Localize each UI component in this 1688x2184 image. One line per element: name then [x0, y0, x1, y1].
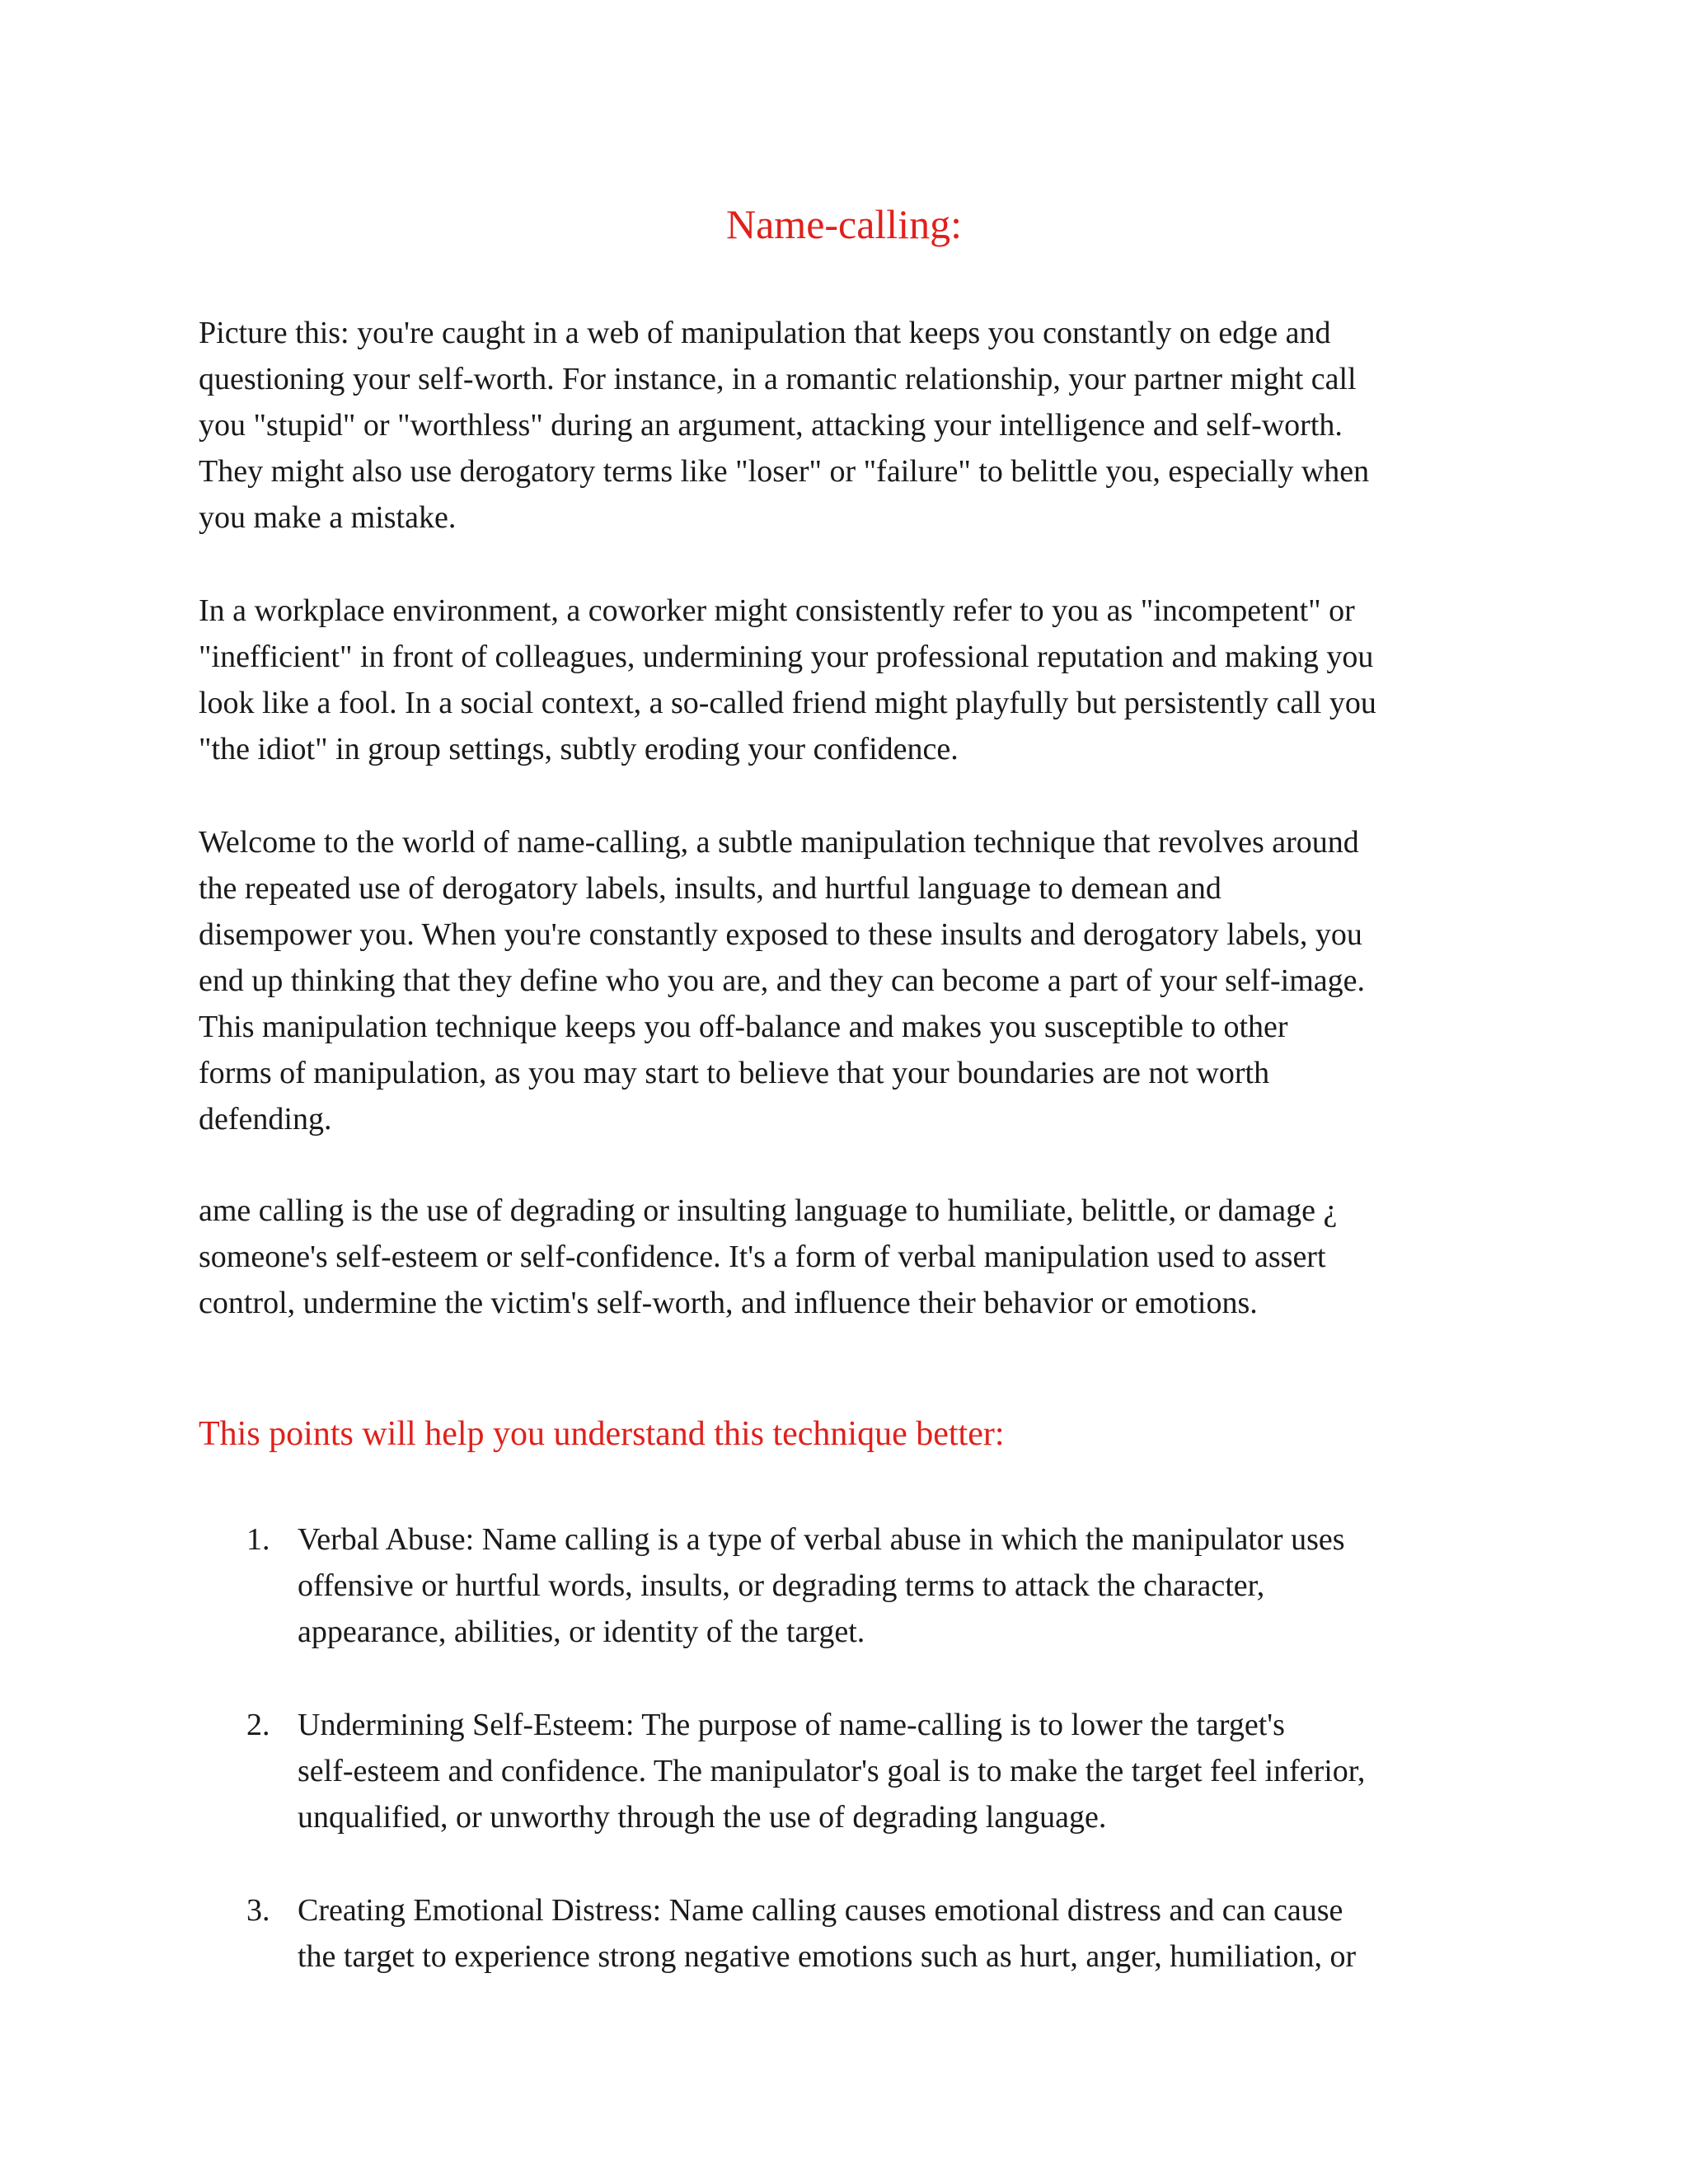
workplace-paragraph: In a workplace environment, a coworker might consistently refer to you as "incompetent" or "inefficient" in front of colleagues, undermining your professional reputation and making you look like a fool. In a social context, a so-called friend might playfully but persistently call you "the idiot" in group settings, subtly eroding your confidence.: [199, 593, 1376, 766]
list-item-number: 3.: [246, 1893, 270, 1928]
list-item-text: Verbal Abuse: Name calling is a type of verbal abuse in which the manipulator uses offensive or hurtful words, insults, or degrading terms to attack the character, appearance, abilities, or identity of the target.: [298, 1522, 1345, 1649]
intro-paragraph: Picture this: you're caught in a web of manipulation that keeps you constantly on edge and questioning your self-worth. For instance, in a romantic relationship, your partner might call you "stupid" or "worthless" during an argument, attacking your intelligence and self-worth. They might also use derogatory terms like "loser" or "failure" to belittle you, especially when you make a mistake.: [199, 316, 1370, 535]
section-subheading: This points will help you understand this technique better:: [199, 1415, 1005, 1453]
page-title: Name-calling:: [726, 201, 962, 247]
list-item-text: Undermining Self-Esteem: The purpose of name-calling is to lower the target's self-esteem and confidence. The manipulator's goal is to make the target feel inferior, unqualified, or unworthy through the use of degrading language.: [298, 1708, 1366, 1835]
list-item-text: Creating Emotional Distress: Name calling causes emotional distress and can cause the target to experience strong negative emotions such as hurt, anger, humiliation, or: [298, 1893, 1357, 1974]
list-item-number: 1.: [246, 1522, 270, 1557]
definition-paragraph: Welcome to the world of name-calling, a subtle manipulation technique that revolves around the repeated use of derogatory labels, insults, and hurtful language to demean and disempower you. When you're constantly exposed to these insults and derogatory labels, you end up thinking that they define who you are, and they can become a part of your self-image. This manipulation technique keeps you off-balance and makes you susceptible to other forms of manipulation, as you may start to believe that your boundaries are not worth defending.: [199, 825, 1366, 1137]
summary-paragraph: ame calling is the use of degrading or insulting language to humiliate, belittle, or damage ¿ someone's self-esteem or self-confidence. It's a form of verbal manipulation used to assert control, undermine the victim's self-worth, and influence their behavior or emotions.: [199, 1193, 1338, 1320]
list-item-number: 2.: [246, 1708, 270, 1742]
